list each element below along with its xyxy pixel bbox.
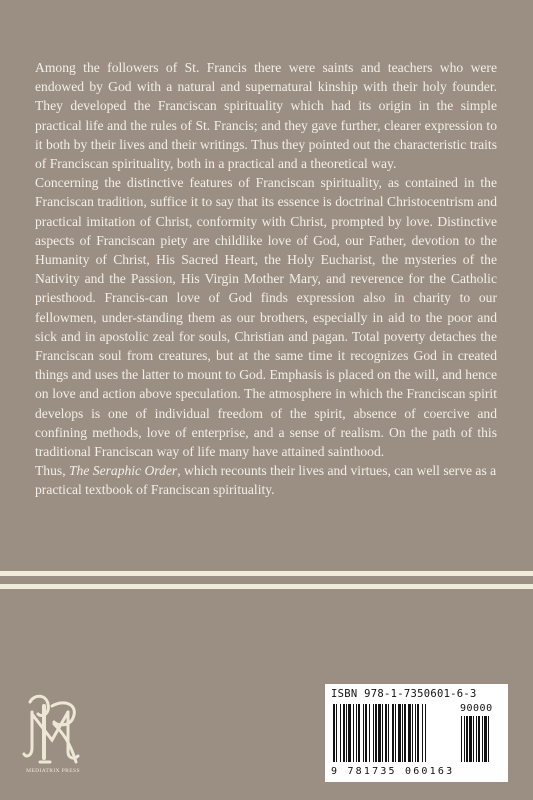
barcode-bar (343, 704, 345, 762)
barcode-bar (348, 704, 351, 762)
barcode-bar (365, 704, 367, 762)
barcode-digits: 9 781735 060163 (331, 766, 455, 777)
barcode-bar (382, 704, 383, 762)
barcode-bar (464, 716, 465, 762)
barcode-bar (395, 704, 396, 762)
paragraph-1: Among the followers of St. Francis there were saints and teachers who were endowed by God with a natural and supernatural kinship with their holy founder. They developed the Franciscan spirituality which had its origin in the simple practical life and the rules of St. Francis; and they gave further, clearer expression to it both by their lives and their writings. Thus they pointed out the characteristic traits of Franciscan spirituality, both in a practical and a theoretical way. (35, 60, 497, 172)
barcode-bar (375, 704, 377, 762)
barcode-bar (356, 704, 357, 762)
barcode-bar (353, 704, 354, 762)
back-cover-text (35, 58, 497, 500)
barcode-bar (478, 716, 480, 762)
decorative-rule-top (0, 571, 533, 576)
barcode-bar (336, 704, 337, 762)
isbn-label: ISBN 978-1-7350601-6-3 (331, 688, 477, 700)
book-title: The Seraphic Order (68, 463, 178, 479)
barcode-bar (415, 704, 416, 762)
barcode-bar (473, 716, 474, 762)
barcode-bar (358, 704, 360, 762)
paragraph-3-tail: , which recounts their lives and virtues, can well serve as a practical textbook of Franciscan spirituality. (35, 463, 497, 498)
barcode-bar (404, 704, 406, 762)
barcode-bar (398, 704, 401, 762)
barcode-bar (476, 716, 477, 762)
barcode-bar (469, 716, 472, 762)
barcode-bar (346, 704, 347, 762)
barcode-bar (385, 704, 387, 762)
barcode-bar (482, 716, 483, 762)
barcode-bar (484, 716, 487, 762)
price-code: 90000 (460, 703, 493, 714)
barcode-bar (392, 704, 394, 762)
barcode-bar (488, 716, 489, 762)
paragraph-3 (35, 461, 497, 499)
mr-monogram-logo-icon (22, 692, 82, 778)
barcode-bar (417, 704, 419, 762)
barcode-bar (466, 716, 468, 762)
barcode-bar (408, 704, 411, 762)
barcode-bar (369, 704, 370, 762)
barcode-bar (388, 704, 389, 762)
barcode-bar (340, 704, 341, 762)
barcode-bar (333, 704, 335, 762)
barcode-bar (422, 704, 423, 762)
decorative-rule-bottom (0, 584, 533, 589)
isbn-barcode (325, 684, 508, 782)
paragraph-2: Concerning the distinctive features of Franciscan spirituality, as contained in the Franciscan tradition, suffice it to say that its essence is doctrinal Christocentrism and practical imitation of Christ, conformity with Christ, prompted by love. Distinctive aspects of Franciscan piety are childlike love of God, our Father, devotion to the Humanity of Christ, His Sacred Heart, the Holy Eucharist, the mysteries of the Nativity and the Passion, His Virgin Mother Mary, and reverence for the Catholic priesthood. Francis-can love of God finds expression also in charity to our fellowmen, under-standing them as our brothers, especially in aid to the poor and sick and in apostolic zeal for souls, Christian and pagan. Total poverty detaches the Franciscan soul from creatures, but at the same time it recognizes God in created things and uses the latter to mount to God. Emphasis is placed on the will, and hence on love and action above speculation. The atmosphere in which the Franciscan spirit develops is one of individual freedom of the spirit, absence of coercive and confining methods, love of enterprise, and a sense of realism. On the path of this traditional Franciscan way of life many have attained sainthood. (35, 175, 497, 460)
barcode-bar (363, 704, 364, 762)
barcode-bar (412, 704, 413, 762)
barcode-bar (402, 704, 403, 762)
barcode-bar (425, 704, 426, 762)
barcode-bar (373, 704, 374, 762)
paragraph-3-lead: Thus, (35, 463, 69, 479)
publisher-name: MEDIATRIX PRESS (26, 768, 80, 774)
barcode-bar (461, 716, 462, 762)
barcode-bar (378, 704, 381, 762)
